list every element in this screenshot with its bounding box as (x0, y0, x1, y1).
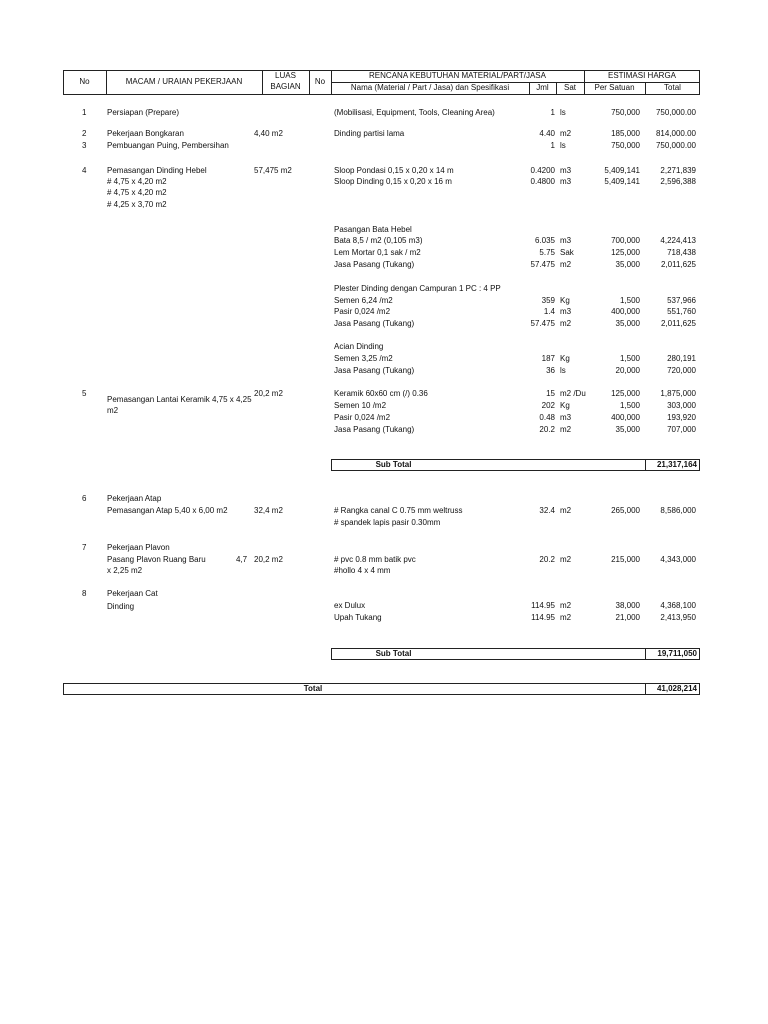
subtotal-value: 21,317,164 (656, 460, 697, 469)
material-unit: m2 (560, 506, 572, 515)
material-unit-price: 265,000 (611, 506, 640, 515)
material-unit-price: 1,500 (619, 354, 640, 363)
material-name: Semen 6,24 /m2 (334, 296, 393, 305)
material-unit: m3 (560, 177, 572, 186)
material-total: 8,586,000 (660, 506, 696, 515)
material-name: Pasir 0,024 /m2 (334, 307, 391, 316)
material-total: 707,000 (667, 425, 696, 434)
item-no: 4 (82, 166, 87, 175)
material-qty: 6.035 (534, 236, 555, 245)
item-uraian: Pekerjaan Atap (107, 494, 162, 503)
material-total: 2,596,388 (660, 177, 696, 186)
item-uraian: m2 (107, 406, 119, 415)
material-unit: m3 (560, 307, 572, 316)
material-qty: 57.475 (530, 260, 555, 269)
material-unit-price: 185,000 (611, 129, 640, 138)
material-name: Jasa Pasang (Tukang) (334, 260, 415, 269)
material-qty: 202 (541, 401, 555, 410)
material-unit-price: 38,000 (615, 601, 640, 610)
item-no: 7 (82, 543, 87, 552)
grand-total-label: Total (303, 684, 323, 693)
material-name: Pasangan Bata Hebel (334, 225, 412, 234)
material-name: Jasa Pasang (Tukang) (334, 319, 415, 328)
material-total: 303,000 (667, 401, 696, 410)
material-unit-price: 21,000 (615, 613, 640, 622)
material-total: 2,011,625 (661, 260, 696, 269)
item-luas: 4,40 m2 (254, 129, 283, 138)
material-qty: 0.4200 (530, 166, 555, 175)
material-unit: m2 (560, 425, 572, 434)
material-total: 814,000.00 (655, 129, 696, 138)
item-uraian: Pekerjaan Plavon (107, 543, 170, 552)
item-luas: 20,2 m2 (254, 389, 283, 398)
material-unit: Kg (560, 401, 570, 410)
material-unit: Kg (560, 354, 570, 363)
material-name: Upah Tukang (334, 613, 382, 622)
header-no: No (79, 77, 90, 86)
material-unit-price: 125,000 (611, 389, 640, 398)
item-extra: 4,7 (236, 555, 248, 564)
subtotal-label: Sub Total (375, 649, 412, 658)
material-name: Acian Dinding (334, 342, 384, 351)
item-luas: 32,4 m2 (254, 506, 283, 515)
material-name: Dinding partisi lama (334, 129, 405, 138)
item-luas: 20,2 m2 (254, 555, 283, 564)
material-unit-price: 5,409,141 (604, 177, 640, 186)
material-qty: 20.2 (539, 555, 555, 564)
material-unit: ls (560, 366, 566, 375)
material-unit: m2 (560, 613, 572, 622)
material-unit-price: 215,000 (611, 555, 640, 564)
item-uraian: Persiapan (Prepare) (107, 108, 180, 117)
material-unit: m3 (560, 413, 572, 422)
material-unit-price: 5,409,141 (604, 166, 640, 175)
grand-total-value: 41,028,214 (656, 684, 697, 693)
material-total: 4,343,000 (660, 555, 696, 564)
header-rencana: RENCANA KEBUTUHAN MATERIAL/PART/JASA (369, 71, 546, 80)
material-name: Jasa Pasang (Tukang) (334, 425, 415, 434)
material-qty: 36 (546, 366, 555, 375)
material-unit: m2 (560, 260, 572, 269)
material-unit: m2 (560, 319, 572, 328)
material-unit: ls (560, 141, 566, 150)
material-unit: m2 (560, 555, 572, 564)
item-uraian: Pemasangan Dinding Hebel (107, 166, 207, 175)
material-total: 4,224,413 (660, 236, 696, 245)
item-uraian: Pemasangan Lantai Keramik 4,75 x 4,25 (107, 395, 252, 404)
material-qty: 1.4 (543, 307, 555, 316)
material-total: 750,000.00 (655, 141, 696, 150)
material-unit: m3 (560, 236, 572, 245)
material-name: Sloop Dinding 0,15 x 0,20 x 16 m (334, 177, 452, 186)
item-no: 5 (82, 389, 87, 398)
item-no: 3 (82, 141, 87, 150)
material-name: # spandek lapis pasir 0.30mm (334, 518, 441, 527)
material-qty: 187 (541, 354, 555, 363)
material-name: Sloop Pondasi 0,15 x 0,20 x 14 m (334, 166, 454, 175)
item-uraian: Pasang Plavon Ruang Baru (107, 555, 206, 564)
material-unit-price: 400,000 (611, 413, 640, 422)
header-luas: LUAS (275, 71, 296, 80)
material-name: ex Dulux (334, 601, 366, 610)
header-bagian: BAGIAN (270, 82, 301, 91)
material-total: 2,011,625 (661, 319, 696, 328)
item-uraian: Pemasangan Atap 5,40 x 6,00 m2 (107, 506, 228, 515)
material-unit-price: 35,000 (615, 260, 640, 269)
header-total: Total (664, 83, 681, 92)
material-name: (Mobilisasi, Equipment, Tools, Cleaning Area) (334, 108, 495, 117)
item-uraian: # 4,75 x 4,20 m2 (107, 188, 167, 197)
material-name: Pasir 0,024 /m2 (334, 413, 391, 422)
material-name: Keramik 60x60 cm (/) 0.36 (334, 389, 428, 398)
material-qty: 1 (550, 141, 555, 150)
material-name: Semen 3,25 /m2 (334, 354, 393, 363)
material-unit: ls (560, 108, 566, 117)
header-nama: Nama (Material / Part / Jasa) dan Spesifikasi (350, 83, 510, 92)
material-unit: m3 (560, 166, 572, 175)
subtotal-value: 19,711,050 (657, 649, 697, 658)
material-total: 1,875,000 (660, 389, 696, 398)
material-unit-price: 750,000 (611, 108, 640, 117)
material-qty: 15 (546, 389, 555, 398)
item-no: 2 (82, 129, 87, 138)
material-name: Lem Mortar 0,1 sak / m2 (334, 248, 421, 257)
material-name: Jasa Pasang (Tukang) (334, 366, 415, 375)
material-unit: m2 (560, 129, 572, 138)
material-qty: 57.475 (530, 319, 555, 328)
material-unit-price: 35,000 (615, 319, 640, 328)
material-qty: 5.75 (539, 248, 555, 257)
item-uraian: x 2,25 m2 (107, 566, 143, 575)
material-unit-price: 1,500 (619, 401, 640, 410)
item-uraian: # 4,75 x 4,20 m2 (107, 177, 167, 186)
material-total: 718,438 (667, 248, 696, 257)
material-name: Semen 10 /m2 (334, 401, 387, 410)
material-qty: 1 (550, 108, 555, 117)
material-name: #hollo 4 x 4 mm (334, 566, 391, 575)
material-name: Plester Dinding dengan Campuran 1 PC : 4 PP (334, 284, 501, 293)
item-uraian: Pekerjaan Cat (107, 589, 158, 598)
item-uraian: Dinding (107, 602, 135, 611)
material-qty: 114.95 (531, 613, 555, 622)
item-uraian: Pekerjaan Bongkaran (107, 129, 184, 138)
item-no: 8 (82, 589, 87, 598)
material-name: # pvc 0.8 mm batik pvc (334, 555, 416, 564)
material-total: 193,920 (667, 413, 696, 422)
material-name: Bata 8,5 / m2 (0,105 m3) (334, 236, 423, 245)
item-uraian: Pembuangan Puing, Pembersihan (107, 141, 229, 150)
material-total: 720,000 (667, 366, 696, 375)
material-qty: 0.4800 (530, 177, 555, 186)
header-macam: MACAM / URAIAN PEKERJAAN (125, 77, 243, 86)
material-unit-price: 700,000 (611, 236, 640, 245)
material-unit-price: 750,000 (611, 141, 640, 150)
material-unit-price: 1,500 (619, 296, 640, 305)
material-total: 537,966 (667, 296, 696, 305)
material-unit-price: 35,000 (615, 425, 640, 434)
material-qty: 0.48 (539, 413, 555, 422)
material-total: 2,271,839 (660, 166, 696, 175)
item-luas: 57,475 m2 (254, 166, 292, 175)
header-estimasi: ESTIMASI HARGA (607, 71, 676, 80)
material-qty: 4.40 (539, 129, 555, 138)
material-unit-price: 125,000 (611, 248, 640, 257)
material-unit-price: 20,000 (615, 366, 640, 375)
material-total: 2,413,950 (660, 613, 696, 622)
material-qty: 114.95 (531, 601, 555, 610)
material-qty: 359 (541, 296, 555, 305)
material-qty: 32.4 (539, 506, 555, 515)
material-unit: m2 /Du (560, 389, 586, 398)
header-no2: No (314, 77, 326, 86)
material-total: 551,760 (667, 307, 696, 316)
material-unit: Kg (560, 296, 570, 305)
item-no: 6 (82, 494, 87, 503)
material-name: # Rangka canal C 0.75 mm weltruss (334, 506, 463, 515)
material-unit: Sak (560, 248, 574, 257)
material-unit-price: 400,000 (611, 307, 640, 316)
header-sat: Sat (563, 83, 576, 92)
material-total: 4,368,100 (660, 601, 696, 610)
header-jml: Jml (536, 83, 549, 92)
item-no: 1 (82, 108, 87, 117)
header-per-satuan: Per Satuan (594, 83, 635, 92)
item-uraian: # 4,25 x 3,70 m2 (107, 200, 167, 209)
material-total: 280,191 (667, 354, 696, 363)
material-qty: 20.2 (539, 425, 555, 434)
material-total: 750,000.00 (655, 108, 696, 117)
subtotal-label: Sub Total (375, 460, 412, 469)
material-unit: m2 (560, 601, 572, 610)
